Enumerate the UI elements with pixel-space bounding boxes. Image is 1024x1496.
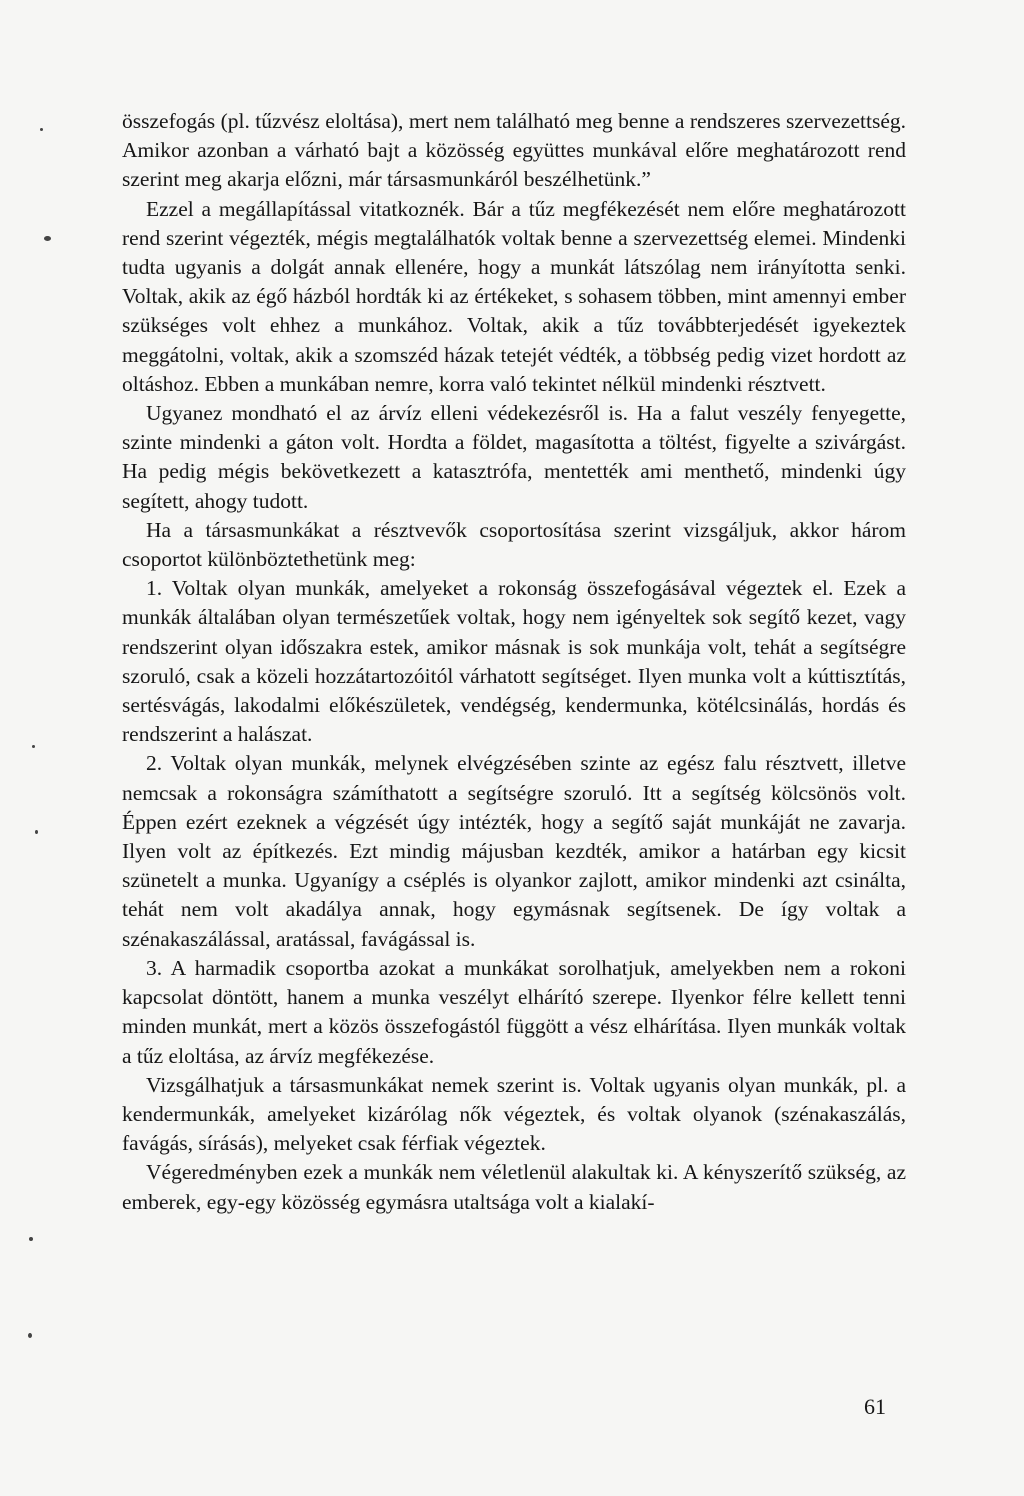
paragraph-continuation: összefogás (pl. tűzvész eloltása), mert nem található meg benne a rendszeres szervezettség. Amikor azonban a várható bajt a közösség együttes munkával előre meghatározott rend szerint meg akarja előzni, már társasmunkáról beszélhetünk.” <box>122 109 906 192</box>
scan-speck <box>32 745 35 748</box>
paragraph-conclusion: Végeredményben ezek a munkák nem véletlenül alakultak ki. A kényszerítő szükség, az emberek, egy-egy közösség egymásra utaltsága volt a kialakí- <box>122 1160 906 1214</box>
scan-speck <box>44 236 51 241</box>
page-number: 61 <box>864 1394 886 1419</box>
scan-speck <box>28 1333 32 1338</box>
scan-speck <box>35 830 38 834</box>
paragraph-flood-defense: Ugyanez mondható el az árvíz elleni védekezésről is. Ha a falut veszély fenyegette, szinte mindenki a gáton volt. Hordta a földet, magasította a töltést, figyelte a szivárgást. Ha pedig mégis bekövetkezett a katasztrófa, mentették ami menthető, mindenki úgy segített, ahogy tudott. <box>122 401 906 513</box>
list-item-emergency-work: 3. A harmadik csoportba azokat a munkákat sorolhatjuk, amelyekben nem a rokoni kapcsolat döntött, hanem a munka veszélyt elhárító szerepe. Ilyenkor félre kellett tenni minden munkát, mert a közös összefogástól függött a vész elhárítása. Ilyen munkák voltak a tűz eloltása, az árvíz megfékezése. <box>122 955 906 1068</box>
paragraph-grouping-intro: Ha a társasmunkákat a résztvevők csoportosítása szerint vizsgáljuk, akkor három csoportot különböztethetünk meg: <box>122 517 906 572</box>
list-item-village-work: 2. Voltak olyan munkák, melynek elvégzésében szinte az egész falu résztvett, illetve nemcsak a rokonságra számíthatott a segítségre szoruló. Itt a segítség kölcsönös volt. Éppen ezért ezeknek a végzését úgy intézték, hogy a segítő saját munkáját ne zavarja. Ilyen volt az építkezés. Ezt mindig májusban kezdték, amikor a határban egy kicsit szünetelt a munka. Ugyanígy a cséplés is olyankor zajlott, amikor mindenki azt csinálta, tehát nem volt akadálya annak, hogy egymásnak segítsenek. De így voltak a szénakaszálással, aratással, favágással is. <box>122 751 906 951</box>
scan-speck <box>40 128 43 131</box>
scan-speck <box>29 1237 33 1241</box>
body-text <box>122 107 906 1217</box>
list-item-kinship-work: 1. Voltak olyan munkák, amelyeket a rokonság összefogásával végeztek el. Ezek a munkák általában olyan természetűek voltak, hogy nem igényeltek sok segítő kezet, vagy rendszerint olyan időszakra estek, amikor másnak is sok munkája volt, tehát a segítségre szoruló, csak a közeli hozzátartozóitól várhatott segítséget. Ilyen munka volt a kúttisztítás, sertésvágás, lakodalmi előkészületek, vendégség, kendermunka, kötélcsinálás, hordás és rendszerint a halászat. <box>122 576 906 747</box>
paragraph-gender: Vizsgálhatjuk a társasmunkákat nemek szerint is. Voltak ugyanis olyan munkák, pl. a kendermunkák, amelyeket kizárólag nők végeztek, és voltak olyanok (szénakaszálás, favágás, sírásás), melyeket csak férfiak végeztek. <box>122 1072 906 1156</box>
paragraph-disagreement: Ezzel a megállapítással vitatkoznék. Bár a tűz megfékezését nem előre meghatározott rend szerint végezték, mégis megtalálhatók voltak benne a szervezettség elemei. Mindenki tudta ugyanis a dolgát annak ellenére, hogy a munkát látszólag nem irányította senki. Voltak, akik az égő házból hordták ki az értékeket, s sohasem többen, mint amennyi ember szükséges volt ehhez a munkához. Voltak, akik a tűz továbbterjedését igyekeztek meggátolni, voltak, akik a szomszéd házak tetejét védték, a többség pedig vizet hordott az oltáshoz. Ebben a munkában nemre, korra való tekintet nélkül mindenki résztvett. <box>122 196 906 396</box>
